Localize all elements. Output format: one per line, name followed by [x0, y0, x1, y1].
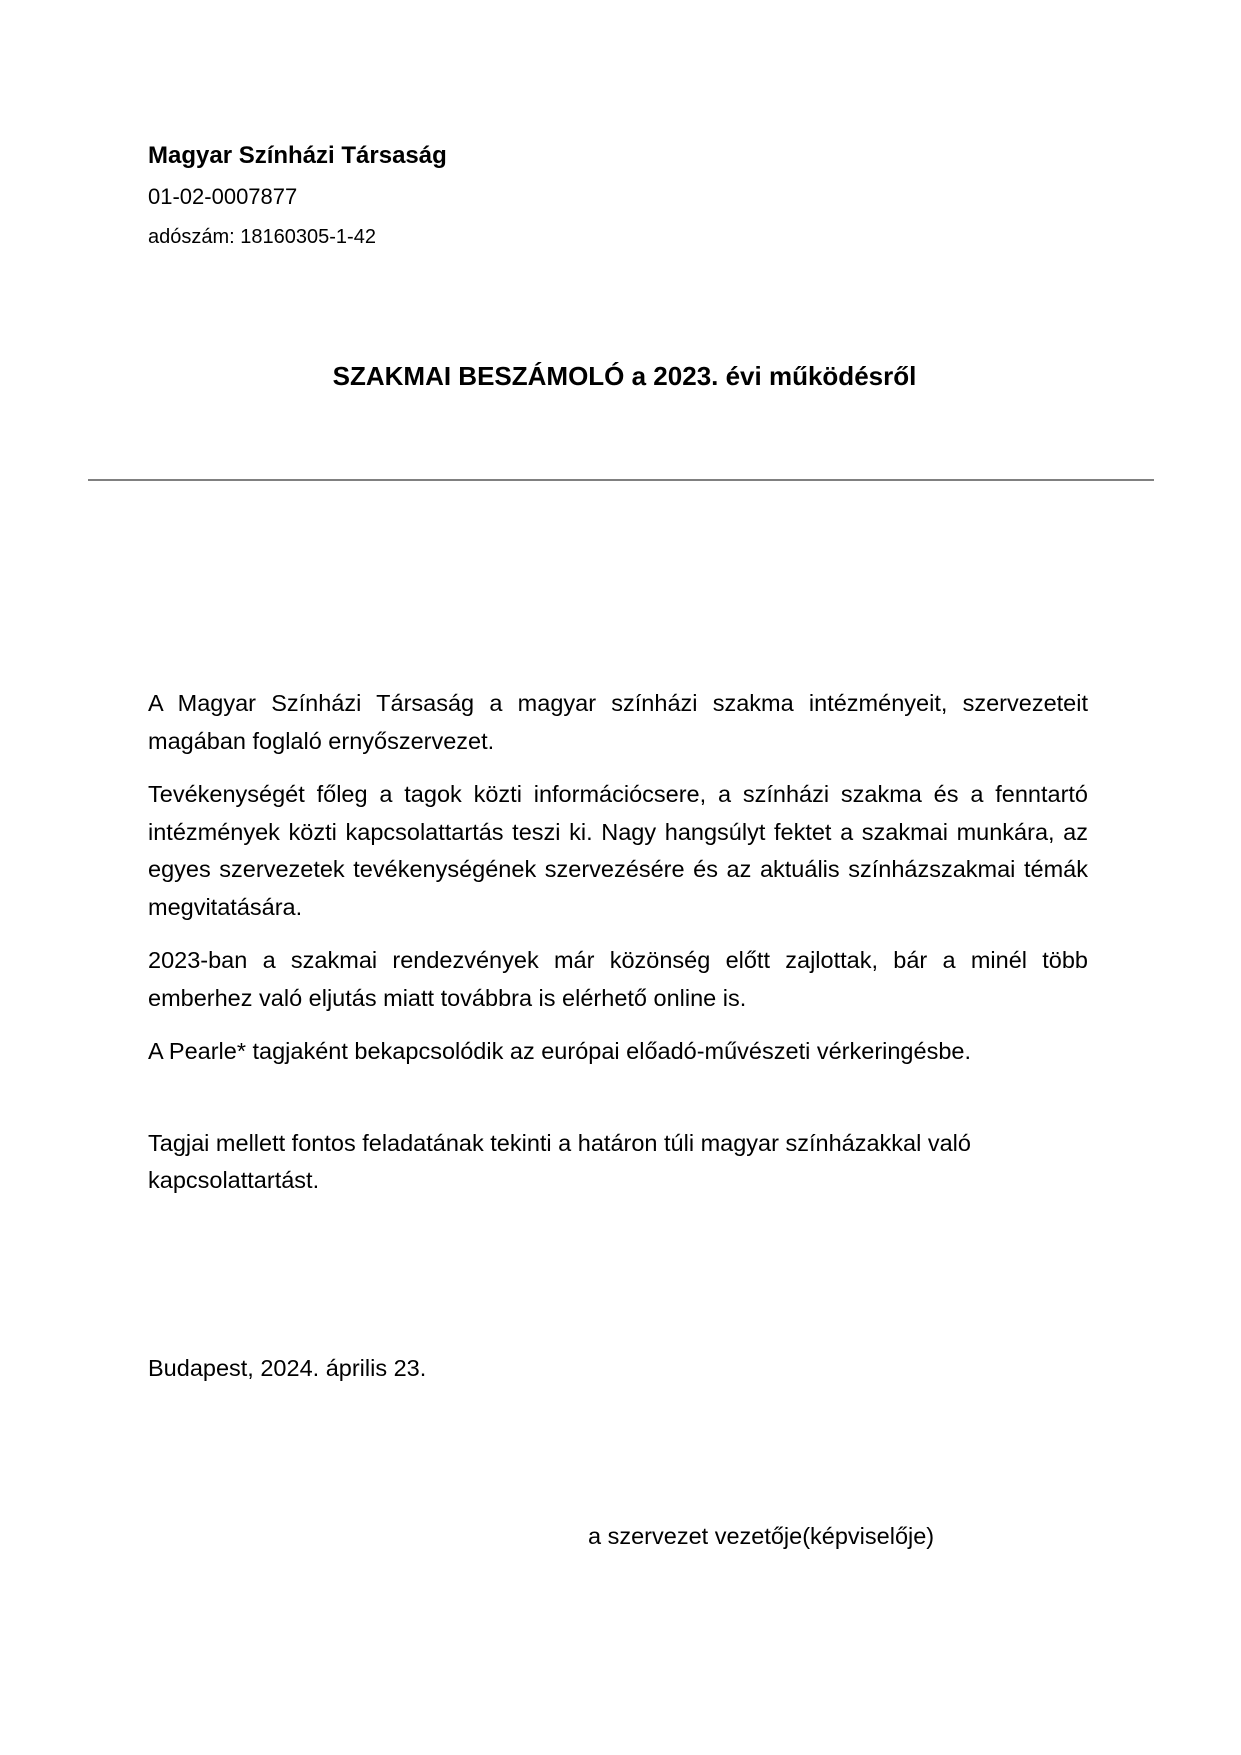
signature-line: a szervezet vezetője(képviselője) — [588, 1523, 935, 1549]
paragraph-intro: A Magyar Színházi Társaság a magyar színházi szakma intézményeit, szervezeteit magában foglaló ernyőszervezet. — [148, 690, 1088, 754]
place-and-date: Budapest, 2024. április 23. — [148, 1355, 427, 1381]
paragraph-cross-border: Tagjai mellett fontos feladatának tekinti a határon túli magyar színházakkal való kapcsolattartást. — [148, 1129, 971, 1193]
paragraph-pearle: A Pearle* tagjaként bekapcsolódik az európai előadó-művészeti vérkeringésbe. — [148, 1038, 971, 1064]
organization-header — [148, 138, 848, 252]
report-body — [148, 685, 1088, 1216]
tax-number: adószám: 18160305-1-42 — [148, 226, 376, 248]
organization-name: Magyar Színházi Társaság — [148, 142, 447, 169]
horizontal-divider — [88, 479, 1154, 481]
document-title: SZAKMAI BESZÁMOLÓ a 2023. évi működésről — [332, 361, 917, 391]
registration-number: 01-02-0007877 — [148, 184, 298, 209]
paragraph-events: 2023-ban a szakmai rendezvények már közönség előtt zajlottak, bár a minél több emberhez való eljutás miatt továbbra is elérhető online is. — [148, 947, 1088, 1011]
paragraph-activities: Tevékenységét főleg a tagok közti információcsere, a színházi szakma és a fenntartó intézmények közti kapcsolattartás teszi ki. Nagy hangsúlyt fektet a szakmai munkára, az egyes szervezetek tevékenységének szervezésére és az aktuális színházszakmai témák megvitatására. — [148, 781, 1088, 920]
